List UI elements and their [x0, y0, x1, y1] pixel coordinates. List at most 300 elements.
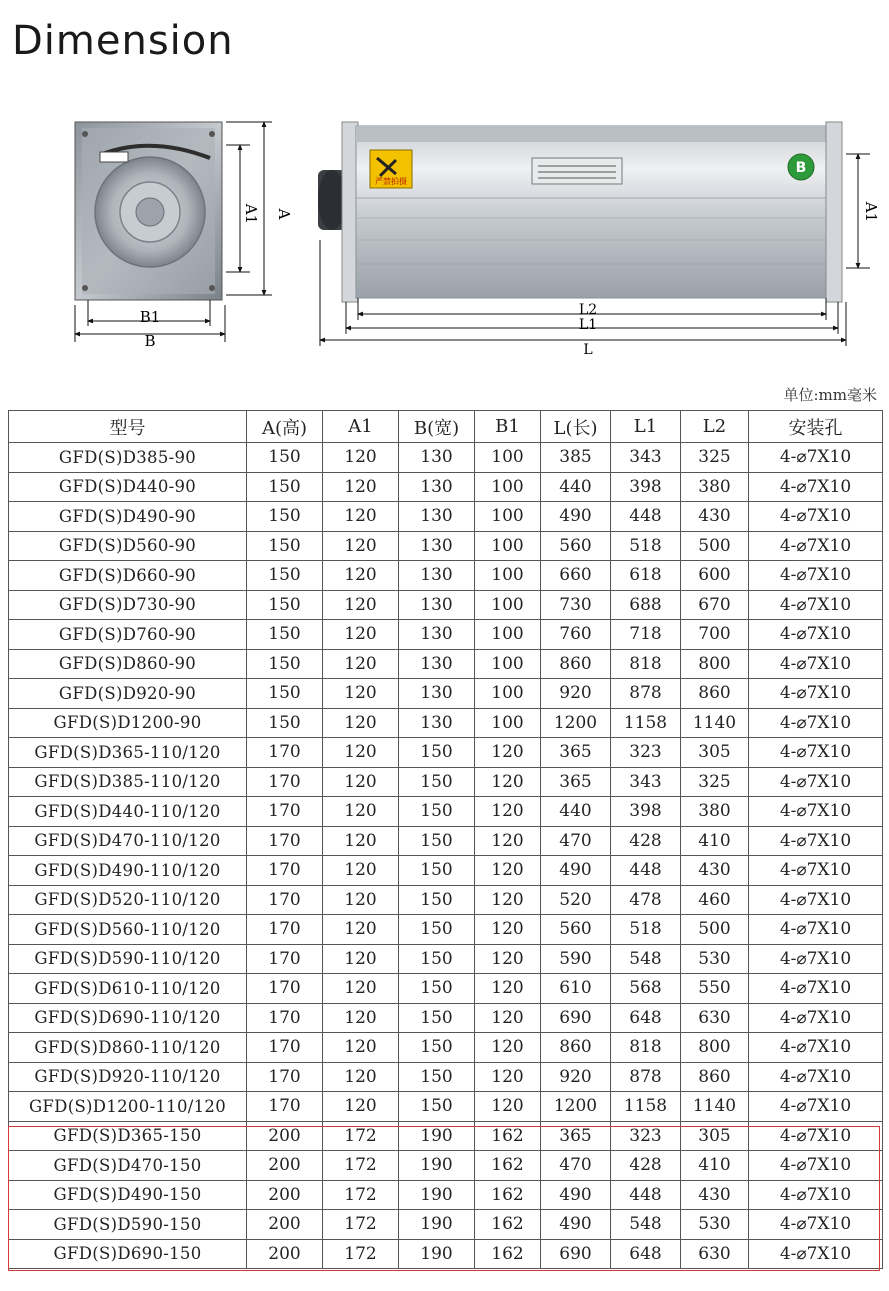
value-cell: 4-⌀7X10 [749, 1033, 883, 1063]
model-cell: GFD(S)D1200-110/120 [9, 1092, 247, 1122]
value-cell: 560 [541, 531, 611, 561]
value-cell: 200 [247, 1239, 323, 1269]
value-cell: 700 [681, 620, 749, 650]
value-cell: 170 [247, 856, 323, 886]
value-cell: 410 [681, 1151, 749, 1181]
value-cell: 730 [541, 590, 611, 620]
value-cell: 430 [681, 502, 749, 532]
value-cell: 590 [541, 944, 611, 974]
column-header: 安装孔 [749, 411, 883, 443]
value-cell: 170 [247, 738, 323, 768]
value-cell: 172 [323, 1210, 399, 1240]
value-cell: 305 [681, 738, 749, 768]
value-cell: 150 [247, 472, 323, 502]
table-row [9, 1210, 883, 1240]
model-cell: GFD(S)D920-110/120 [9, 1062, 247, 1092]
table-row [9, 797, 883, 827]
value-cell: 648 [611, 1003, 681, 1033]
value-cell: 618 [611, 561, 681, 591]
model-cell: GFD(S)D470-150 [9, 1151, 247, 1181]
value-cell: 130 [399, 443, 475, 473]
fan-dimension-diagram [0, 100, 889, 370]
brand-badge: B [795, 160, 807, 176]
table-row [9, 679, 883, 709]
value-cell: 100 [475, 443, 541, 473]
table-row [9, 856, 883, 886]
table-row [9, 1121, 883, 1151]
value-cell: 162 [475, 1121, 541, 1151]
value-cell: 490 [541, 1210, 611, 1240]
model-cell: GFD(S)D470-110/120 [9, 826, 247, 856]
value-cell: 150 [247, 531, 323, 561]
value-cell: 170 [247, 1062, 323, 1092]
value-cell: 190 [399, 1239, 475, 1269]
table-row [9, 472, 883, 502]
value-cell: 398 [611, 472, 681, 502]
value-cell: 448 [611, 502, 681, 532]
value-cell: 120 [323, 738, 399, 768]
value-cell: 120 [323, 472, 399, 502]
value-cell: 610 [541, 974, 611, 1004]
model-cell: GFD(S)D610-110/120 [9, 974, 247, 1004]
value-cell: 448 [611, 856, 681, 886]
value-cell: 100 [475, 502, 541, 532]
value-cell: 172 [323, 1151, 399, 1181]
value-cell: 200 [247, 1180, 323, 1210]
model-cell: GFD(S)D490-90 [9, 502, 247, 532]
value-cell: 440 [541, 797, 611, 827]
value-cell: 130 [399, 708, 475, 738]
column-header: L2 [681, 411, 749, 443]
value-cell: 4-⌀7X10 [749, 856, 883, 886]
value-cell: 120 [323, 620, 399, 650]
value-cell: 100 [475, 679, 541, 709]
table-row [9, 590, 883, 620]
table-header-row [9, 411, 883, 443]
value-cell: 380 [681, 472, 749, 502]
model-cell: GFD(S)D385-110/120 [9, 767, 247, 797]
table-row [9, 1003, 883, 1033]
value-cell: 410 [681, 826, 749, 856]
value-cell: 4-⌀7X10 [749, 1210, 883, 1240]
unit-label: 单位:mm毫米 [783, 386, 877, 404]
value-cell: 170 [247, 767, 323, 797]
value-cell: 120 [323, 944, 399, 974]
value-cell: 170 [247, 885, 323, 915]
value-cell: 325 [681, 443, 749, 473]
model-cell: GFD(S)D560-110/120 [9, 915, 247, 945]
table-row [9, 944, 883, 974]
value-cell: 150 [247, 679, 323, 709]
value-cell: 550 [681, 974, 749, 1004]
value-cell: 470 [541, 1151, 611, 1181]
dimension-table [8, 410, 883, 1269]
value-cell: 4-⌀7X10 [749, 767, 883, 797]
value-cell: 170 [247, 826, 323, 856]
model-cell: GFD(S)D520-110/120 [9, 885, 247, 915]
value-cell: 100 [475, 590, 541, 620]
value-cell: 630 [681, 1003, 749, 1033]
value-cell: 150 [247, 443, 323, 473]
value-cell: 120 [475, 1033, 541, 1063]
table-row [9, 915, 883, 945]
side-a1-label: A1 [862, 201, 880, 223]
column-header: B(宽) [399, 411, 475, 443]
value-cell: 130 [399, 472, 475, 502]
value-cell: 4-⌀7X10 [749, 590, 883, 620]
value-cell: 120 [323, 679, 399, 709]
value-cell: 120 [475, 738, 541, 768]
value-cell: 120 [323, 856, 399, 886]
value-cell: 500 [681, 531, 749, 561]
value-cell: 518 [611, 915, 681, 945]
value-cell: 380 [681, 797, 749, 827]
model-cell: GFD(S)D860-110/120 [9, 1033, 247, 1063]
value-cell: 162 [475, 1180, 541, 1210]
value-cell: 878 [611, 679, 681, 709]
model-cell: GFD(S)D560-90 [9, 531, 247, 561]
value-cell: 323 [611, 738, 681, 768]
value-cell: 150 [247, 590, 323, 620]
value-cell: 518 [611, 531, 681, 561]
value-cell: 120 [475, 1092, 541, 1122]
value-cell: 150 [399, 797, 475, 827]
table-row [9, 561, 883, 591]
warning-label: 严禁拍摄 [375, 177, 407, 186]
value-cell: 172 [323, 1121, 399, 1151]
value-cell: 150 [399, 826, 475, 856]
value-cell: 120 [475, 944, 541, 974]
model-cell: GFD(S)D920-90 [9, 679, 247, 709]
value-cell: 688 [611, 590, 681, 620]
value-cell: 120 [323, 797, 399, 827]
value-cell: 4-⌀7X10 [749, 649, 883, 679]
value-cell: 428 [611, 826, 681, 856]
table-row [9, 502, 883, 532]
value-cell: 1200 [541, 1092, 611, 1122]
value-cell: 120 [475, 1062, 541, 1092]
value-cell: 530 [681, 1210, 749, 1240]
value-cell: 920 [541, 679, 611, 709]
page-title: Dimension [12, 18, 234, 64]
value-cell: 568 [611, 974, 681, 1004]
column-header: L(长) [541, 411, 611, 443]
value-cell: 100 [475, 531, 541, 561]
value-cell: 4-⌀7X10 [749, 1239, 883, 1269]
side-l-label: L [583, 342, 593, 358]
value-cell: 365 [541, 767, 611, 797]
value-cell: 4-⌀7X10 [749, 1180, 883, 1210]
value-cell: 200 [247, 1151, 323, 1181]
value-cell: 4-⌀7X10 [749, 915, 883, 945]
value-cell: 818 [611, 649, 681, 679]
model-cell: GFD(S)D440-90 [9, 472, 247, 502]
value-cell: 120 [323, 767, 399, 797]
table-row [9, 885, 883, 915]
value-cell: 150 [399, 1003, 475, 1033]
value-cell: 4-⌀7X10 [749, 1062, 883, 1092]
column-header: 型号 [9, 411, 247, 443]
value-cell: 130 [399, 620, 475, 650]
value-cell: 100 [475, 561, 541, 591]
model-cell: GFD(S)D490-150 [9, 1180, 247, 1210]
value-cell: 130 [399, 649, 475, 679]
value-cell: 860 [541, 1033, 611, 1063]
value-cell: 100 [475, 708, 541, 738]
column-header: L1 [611, 411, 681, 443]
value-cell: 4-⌀7X10 [749, 974, 883, 1004]
column-header: A(高) [247, 411, 323, 443]
value-cell: 120 [323, 1033, 399, 1063]
value-cell: 200 [247, 1121, 323, 1151]
value-cell: 4-⌀7X10 [749, 502, 883, 532]
value-cell: 162 [475, 1151, 541, 1181]
table-row [9, 1180, 883, 1210]
value-cell: 190 [399, 1151, 475, 1181]
value-cell: 162 [475, 1239, 541, 1269]
value-cell: 4-⌀7X10 [749, 826, 883, 856]
value-cell: 150 [399, 944, 475, 974]
value-cell: 120 [323, 649, 399, 679]
value-cell: 150 [247, 502, 323, 532]
value-cell: 4-⌀7X10 [749, 708, 883, 738]
value-cell: 460 [681, 885, 749, 915]
value-cell: 150 [399, 885, 475, 915]
value-cell: 660 [541, 561, 611, 591]
value-cell: 343 [611, 767, 681, 797]
value-cell: 120 [323, 826, 399, 856]
value-cell: 630 [681, 1239, 749, 1269]
value-cell: 305 [681, 1121, 749, 1151]
value-cell: 520 [541, 885, 611, 915]
value-cell: 150 [399, 974, 475, 1004]
value-cell: 4-⌀7X10 [749, 561, 883, 591]
model-cell: GFD(S)D760-90 [9, 620, 247, 650]
value-cell: 120 [475, 826, 541, 856]
value-cell: 878 [611, 1062, 681, 1092]
value-cell: 200 [247, 1210, 323, 1240]
table-row [9, 1062, 883, 1092]
value-cell: 150 [399, 1062, 475, 1092]
value-cell: 170 [247, 1092, 323, 1122]
value-cell: 120 [475, 915, 541, 945]
value-cell: 100 [475, 649, 541, 679]
front-a1-label: A1 [242, 203, 260, 225]
value-cell: 120 [323, 1092, 399, 1122]
value-cell: 920 [541, 1062, 611, 1092]
value-cell: 4-⌀7X10 [749, 738, 883, 768]
value-cell: 800 [681, 649, 749, 679]
value-cell: 4-⌀7X10 [749, 944, 883, 974]
value-cell: 130 [399, 561, 475, 591]
value-cell: 4-⌀7X10 [749, 679, 883, 709]
value-cell: 500 [681, 915, 749, 945]
value-cell: 365 [541, 1121, 611, 1151]
value-cell: 130 [399, 590, 475, 620]
front-view [75, 122, 272, 342]
model-cell: GFD(S)D1200-90 [9, 708, 247, 738]
value-cell: 120 [475, 974, 541, 1004]
value-cell: 120 [323, 1003, 399, 1033]
value-cell: 170 [247, 1033, 323, 1063]
value-cell: 172 [323, 1239, 399, 1269]
value-cell: 172 [323, 1180, 399, 1210]
value-cell: 4-⌀7X10 [749, 620, 883, 650]
value-cell: 530 [681, 944, 749, 974]
value-cell: 120 [475, 1003, 541, 1033]
table-row [9, 1092, 883, 1122]
value-cell: 1200 [541, 708, 611, 738]
value-cell: 718 [611, 620, 681, 650]
value-cell: 325 [681, 767, 749, 797]
value-cell: 4-⌀7X10 [749, 885, 883, 915]
model-cell: GFD(S)D440-110/120 [9, 797, 247, 827]
value-cell: 162 [475, 1210, 541, 1240]
value-cell: 120 [323, 590, 399, 620]
value-cell: 4-⌀7X10 [749, 1003, 883, 1033]
table-body [9, 443, 883, 1269]
value-cell: 150 [247, 620, 323, 650]
value-cell: 150 [247, 708, 323, 738]
value-cell: 470 [541, 826, 611, 856]
value-cell: 100 [475, 472, 541, 502]
model-cell: GFD(S)D690-110/120 [9, 1003, 247, 1033]
value-cell: 430 [681, 1180, 749, 1210]
value-cell: 130 [399, 531, 475, 561]
value-cell: 170 [247, 915, 323, 945]
value-cell: 430 [681, 856, 749, 886]
table-row [9, 974, 883, 1004]
value-cell: 4-⌀7X10 [749, 1092, 883, 1122]
side-l2-label: L2 [578, 302, 598, 318]
value-cell: 150 [247, 649, 323, 679]
value-cell: 490 [541, 856, 611, 886]
model-cell: GFD(S)D860-90 [9, 649, 247, 679]
column-header: A1 [323, 411, 399, 443]
value-cell: 1158 [611, 1092, 681, 1122]
value-cell: 490 [541, 502, 611, 532]
value-cell: 120 [323, 1062, 399, 1092]
table-row [9, 826, 883, 856]
value-cell: 800 [681, 1033, 749, 1063]
value-cell: 490 [541, 1180, 611, 1210]
value-cell: 150 [399, 1033, 475, 1063]
value-cell: 4-⌀7X10 [749, 1121, 883, 1151]
table-row [9, 649, 883, 679]
value-cell: 818 [611, 1033, 681, 1063]
front-b-label: B [144, 332, 156, 350]
table-row [9, 443, 883, 473]
value-cell: 600 [681, 561, 749, 591]
value-cell: 130 [399, 679, 475, 709]
front-a-label: A [275, 208, 293, 220]
model-cell: GFD(S)D590-150 [9, 1210, 247, 1240]
value-cell: 120 [475, 767, 541, 797]
value-cell: 343 [611, 443, 681, 473]
model-cell: GFD(S)D730-90 [9, 590, 247, 620]
value-cell: 4-⌀7X10 [749, 1151, 883, 1181]
value-cell: 120 [475, 797, 541, 827]
value-cell: 398 [611, 797, 681, 827]
value-cell: 190 [399, 1121, 475, 1151]
value-cell: 1140 [681, 1092, 749, 1122]
table-row [9, 1239, 883, 1269]
table-row [9, 708, 883, 738]
value-cell: 4-⌀7X10 [749, 797, 883, 827]
value-cell: 170 [247, 797, 323, 827]
value-cell: 670 [681, 590, 749, 620]
value-cell: 648 [611, 1239, 681, 1269]
table-row [9, 531, 883, 561]
model-cell: GFD(S)D385-90 [9, 443, 247, 473]
model-cell: GFD(S)D690-150 [9, 1239, 247, 1269]
value-cell: 150 [399, 1092, 475, 1122]
value-cell: 548 [611, 944, 681, 974]
model-cell: GFD(S)D490-110/120 [9, 856, 247, 886]
value-cell: 860 [681, 679, 749, 709]
value-cell: 448 [611, 1180, 681, 1210]
column-header: B1 [475, 411, 541, 443]
value-cell: 120 [323, 708, 399, 738]
value-cell: 548 [611, 1210, 681, 1240]
value-cell: 170 [247, 1003, 323, 1033]
table-row [9, 767, 883, 797]
value-cell: 120 [323, 443, 399, 473]
value-cell: 120 [323, 885, 399, 915]
value-cell: 690 [541, 1003, 611, 1033]
value-cell: 150 [399, 915, 475, 945]
value-cell: 170 [247, 974, 323, 1004]
value-cell: 4-⌀7X10 [749, 443, 883, 473]
value-cell: 130 [399, 502, 475, 532]
value-cell: 323 [611, 1121, 681, 1151]
value-cell: 4-⌀7X10 [749, 531, 883, 561]
table-row [9, 620, 883, 650]
value-cell: 4-⌀7X10 [749, 472, 883, 502]
value-cell: 1140 [681, 708, 749, 738]
value-cell: 120 [323, 974, 399, 1004]
value-cell: 440 [541, 472, 611, 502]
value-cell: 428 [611, 1151, 681, 1181]
value-cell: 120 [323, 561, 399, 591]
table-row [9, 738, 883, 768]
value-cell: 690 [541, 1239, 611, 1269]
value-cell: 190 [399, 1210, 475, 1240]
table-row [9, 1033, 883, 1063]
model-cell: GFD(S)D365-110/120 [9, 738, 247, 768]
value-cell: 190 [399, 1180, 475, 1210]
value-cell: 100 [475, 620, 541, 650]
front-b1-label: B1 [139, 308, 161, 326]
model-cell: GFD(S)D660-90 [9, 561, 247, 591]
value-cell: 120 [475, 856, 541, 886]
value-cell: 860 [681, 1062, 749, 1092]
value-cell: 150 [399, 856, 475, 886]
value-cell: 120 [323, 915, 399, 945]
value-cell: 150 [399, 738, 475, 768]
value-cell: 120 [323, 531, 399, 561]
value-cell: 150 [247, 561, 323, 591]
value-cell: 170 [247, 944, 323, 974]
side-l1-label: L1 [578, 317, 598, 333]
model-cell: GFD(S)D590-110/120 [9, 944, 247, 974]
value-cell: 1158 [611, 708, 681, 738]
table-row [9, 1151, 883, 1181]
model-cell: GFD(S)D365-150 [9, 1121, 247, 1151]
value-cell: 365 [541, 738, 611, 768]
value-cell: 385 [541, 443, 611, 473]
value-cell: 120 [475, 885, 541, 915]
